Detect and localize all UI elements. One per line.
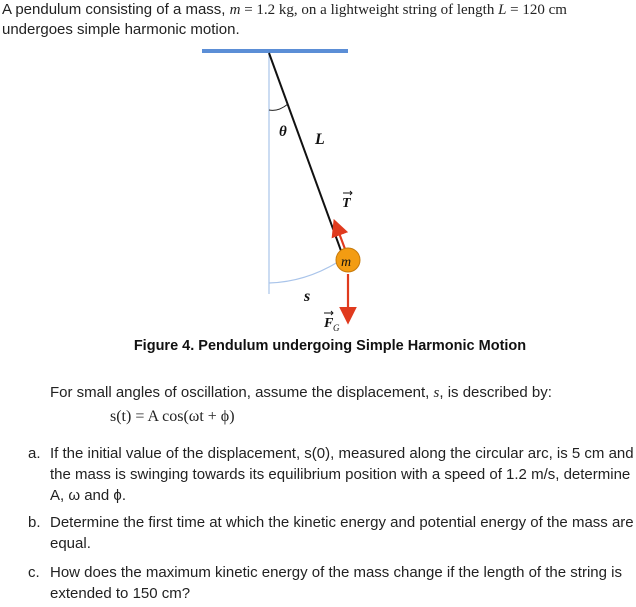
question-marker: c. xyxy=(28,564,40,581)
mass-label: m xyxy=(341,255,352,270)
pendulum-string xyxy=(269,53,344,259)
question-line: A, ω and ϕ. xyxy=(50,487,126,504)
theta-label: θ xyxy=(279,124,287,140)
theta-angle-arc xyxy=(269,104,288,110)
question-line: the mass is swinging towards its equilibrium position with a speed of 1.2 m/s, determine xyxy=(50,466,631,483)
tension-arrow xyxy=(336,225,345,249)
displacement-equation: s(t) = A cos(ωt + ϕ) xyxy=(110,408,235,425)
question-line: How does the maximum kinetic energy of the mass change if the length of the string is xyxy=(50,564,622,581)
assumption-text: For small angles of oscillation, assume the displacement, s, is described by: xyxy=(50,384,552,401)
question-line: Determine the first time at which the kinetic energy and potential energy of the mass are xyxy=(50,514,634,531)
figure-caption: Figure 4. Pendulum undergoing Simple Harmonic Motion xyxy=(133,338,527,354)
displacement-arc xyxy=(269,262,338,283)
question-line: extended to 150 cm? xyxy=(50,585,191,602)
displacement-label: s xyxy=(304,288,311,305)
gravity-label: F xyxy=(324,316,334,331)
question-marker: b. xyxy=(28,514,41,531)
tension-label: T xyxy=(342,196,351,211)
ceiling-bar xyxy=(202,49,348,53)
question-line: If the initial value of the displacement, s(0), measured along the circular arc, is 5 cm and xyxy=(50,445,634,462)
tension-vector-arrow-icon xyxy=(343,191,352,195)
question-marker: a. xyxy=(28,445,41,462)
length-label: L xyxy=(315,131,325,148)
intro-line-1: A pendulum consisting of a mass, m = 1.2 kg, on a lightweight string of length L = 120 cm xyxy=(2,1,567,18)
gravity-vector-arrow-icon xyxy=(324,311,333,315)
intro-line-2: undergoes simple harmonic motion. xyxy=(2,21,240,38)
gravity-label-subscript: G xyxy=(333,323,340,333)
question-line: equal. xyxy=(50,535,91,552)
